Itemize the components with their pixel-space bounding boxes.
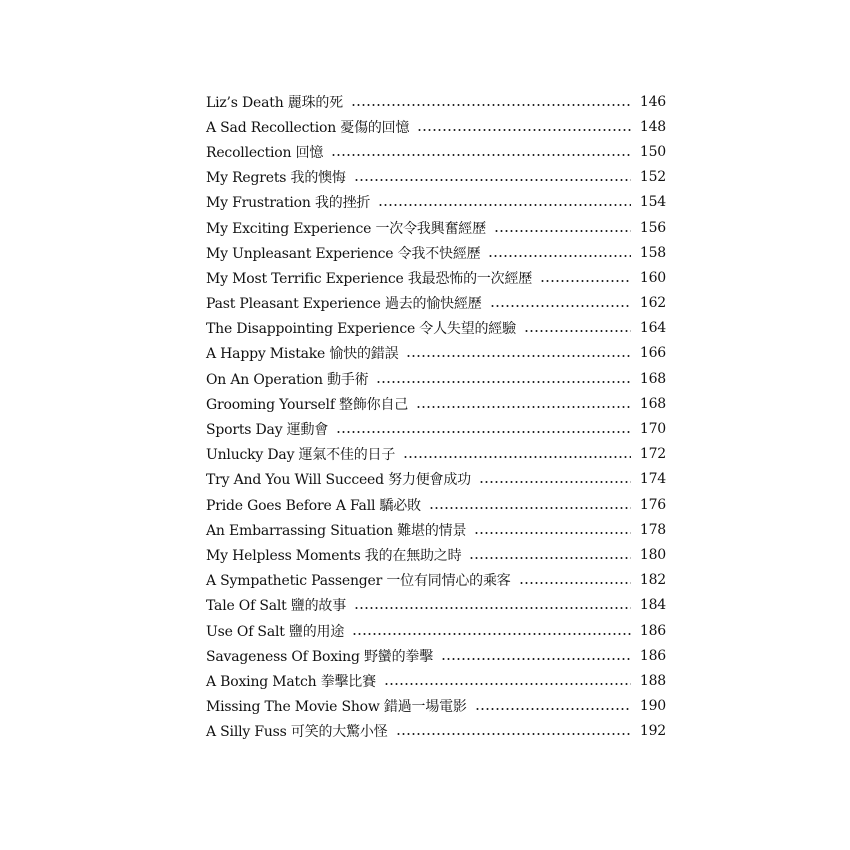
- toc-entry-title: My Regrets 我的懊悔: [206, 170, 346, 187]
- toc-entry: [206, 643, 666, 668]
- toc-entry-title: Past Pleasant Experience 過去的愉快經歷: [206, 296, 482, 313]
- dot-leader: [474, 532, 631, 534]
- toc-entry-page-number: 160: [639, 269, 666, 286]
- toc-entry: [206, 517, 666, 542]
- toc-entry: [206, 542, 666, 567]
- toc-entry-page-number: 152: [639, 169, 666, 186]
- toc-entry-page-number: 182: [639, 572, 666, 589]
- toc-entry-title: My Exciting Experience 一次令我興奮經歷: [206, 220, 486, 237]
- toc-entry-page-number: 146: [639, 93, 666, 110]
- toc-entry-title: A Sad Recollection 憂傷的回憶: [206, 119, 410, 136]
- toc-entry: [206, 291, 666, 316]
- dot-leader: [384, 683, 631, 685]
- toc-entry-page-number: 186: [639, 647, 666, 664]
- dot-leader: [376, 381, 631, 383]
- toc-entry: [206, 316, 666, 341]
- toc-entry-title: A Sympathetic Passenger 一位有同情心的乘客: [206, 573, 511, 590]
- toc-entry-page-number: 178: [639, 521, 666, 538]
- toc-entry-page-number: 184: [639, 597, 666, 614]
- toc-entry-page-number: 162: [639, 295, 666, 312]
- dot-leader: [490, 305, 631, 307]
- toc-entry-page-number: 174: [639, 471, 666, 488]
- toc-entry-page-number: 188: [639, 672, 666, 689]
- toc-entry-title: A Boxing Match 拳擊比賽: [206, 673, 376, 690]
- toc-entry: [206, 568, 666, 593]
- toc-entry: [206, 416, 666, 441]
- toc-entry-title: A Silly Fuss 可笑的大驚小怪: [206, 724, 388, 741]
- toc-entry-page-number: 168: [639, 370, 666, 387]
- toc-entry: [206, 165, 666, 190]
- toc-entry-page-number: 170: [639, 421, 666, 438]
- toc-entry: [206, 668, 666, 693]
- dot-leader: [494, 230, 631, 232]
- dot-leader: [519, 582, 631, 584]
- dot-leader: [524, 330, 631, 332]
- toc-entry-page-number: 186: [639, 622, 666, 639]
- toc-entry: [206, 114, 666, 139]
- dot-leader: [354, 179, 631, 181]
- toc-entry-title: My Unpleasant Experience 令我不快經歷: [206, 245, 481, 262]
- toc-entry-title: An Embarrassing Situation 難堪的情景: [206, 522, 467, 539]
- toc-entry-page-number: 180: [639, 546, 666, 563]
- dot-leader: [479, 481, 631, 483]
- dot-leader: [378, 204, 631, 206]
- toc-entry: [206, 240, 666, 265]
- dot-leader: [429, 507, 631, 509]
- toc-entry: [206, 366, 666, 391]
- dot-leader: [441, 658, 631, 660]
- toc-entry: [206, 492, 666, 517]
- toc-entry: [206, 265, 666, 290]
- toc-entry-title: A Happy Mistake 愉快的錯誤: [206, 346, 399, 363]
- dot-leader: [469, 557, 631, 559]
- toc-entry: [206, 618, 666, 643]
- toc-entry-title: Grooming Yourself 整飾你自己: [206, 396, 409, 413]
- toc-entry-title: Missing The Movie Show 錯過一場電影: [206, 699, 467, 716]
- toc-entry-page-number: 154: [639, 194, 666, 211]
- toc-entry-title: The Disappointing Experience 令人失望的經驗: [206, 321, 516, 338]
- toc-entry: [206, 442, 666, 467]
- toc-entry-page-number: 150: [639, 143, 666, 160]
- dot-leader: [396, 733, 632, 735]
- toc-entry: [206, 719, 666, 744]
- dot-leader: [416, 406, 631, 408]
- toc-entry-title: Sports Day 運動會: [206, 422, 329, 439]
- dot-leader: [403, 456, 631, 458]
- toc-entry: [206, 89, 666, 114]
- toc-entry-title: Tale Of Salt 鹽的故事: [206, 598, 347, 615]
- toc-entry-title: Pride Goes Before A Fall 驕必敗: [206, 497, 421, 514]
- toc-entry-title: My Helpless Moments 我的在無助之時: [206, 547, 462, 564]
- dot-leader: [331, 154, 631, 156]
- dot-leader: [351, 104, 631, 106]
- toc-entry: [206, 467, 666, 492]
- toc-entry: [206, 341, 666, 366]
- toc-entry-page-number: 190: [639, 698, 666, 715]
- toc-entry: [206, 139, 666, 164]
- toc-entry-page-number: 176: [639, 496, 666, 513]
- toc-entry: [206, 190, 666, 215]
- toc-entry-page-number: 192: [639, 723, 666, 740]
- toc-entry-title: Savageness Of Boxing 野蠻的拳擊: [206, 648, 433, 665]
- table-of-contents: [206, 89, 666, 744]
- toc-entry: [206, 215, 666, 240]
- toc-entry-page-number: 148: [639, 118, 666, 135]
- toc-entry-title: Try And You Will Succeed 努力便會成功: [206, 472, 471, 489]
- toc-entry-title: Unlucky Day 運氣不佳的日子: [206, 447, 396, 464]
- toc-entry-title: My Frustration 我的挫折: [206, 195, 371, 212]
- toc-entry-page-number: 168: [639, 395, 666, 412]
- toc-entry-page-number: 166: [639, 345, 666, 362]
- toc-entry: [206, 694, 666, 719]
- toc-entry-title: My Most Terrific Experience 我最恐怖的一次經歷: [206, 270, 533, 287]
- toc-entry-title: Use Of Salt 鹽的用途: [206, 623, 345, 640]
- dot-leader: [336, 431, 631, 433]
- toc-entry-page-number: 156: [639, 219, 666, 236]
- toc-entry: [206, 593, 666, 618]
- toc-entry-title: On An Operation 動手術: [206, 371, 369, 388]
- dot-leader: [406, 355, 631, 357]
- toc-entry-page-number: 172: [639, 446, 666, 463]
- toc-entry-title: Liz’s Death 麗珠的死: [206, 94, 343, 111]
- dot-leader: [354, 607, 631, 609]
- dot-leader: [488, 255, 631, 257]
- dot-leader: [540, 280, 631, 282]
- dot-leader: [475, 708, 631, 710]
- dot-leader: [352, 633, 631, 635]
- toc-entry-page-number: 164: [639, 320, 666, 337]
- toc-entry-page-number: 158: [639, 244, 666, 261]
- toc-entry: [206, 391, 666, 416]
- toc-entry-title: Recollection 回憶: [206, 144, 324, 161]
- dot-leader: [417, 129, 631, 131]
